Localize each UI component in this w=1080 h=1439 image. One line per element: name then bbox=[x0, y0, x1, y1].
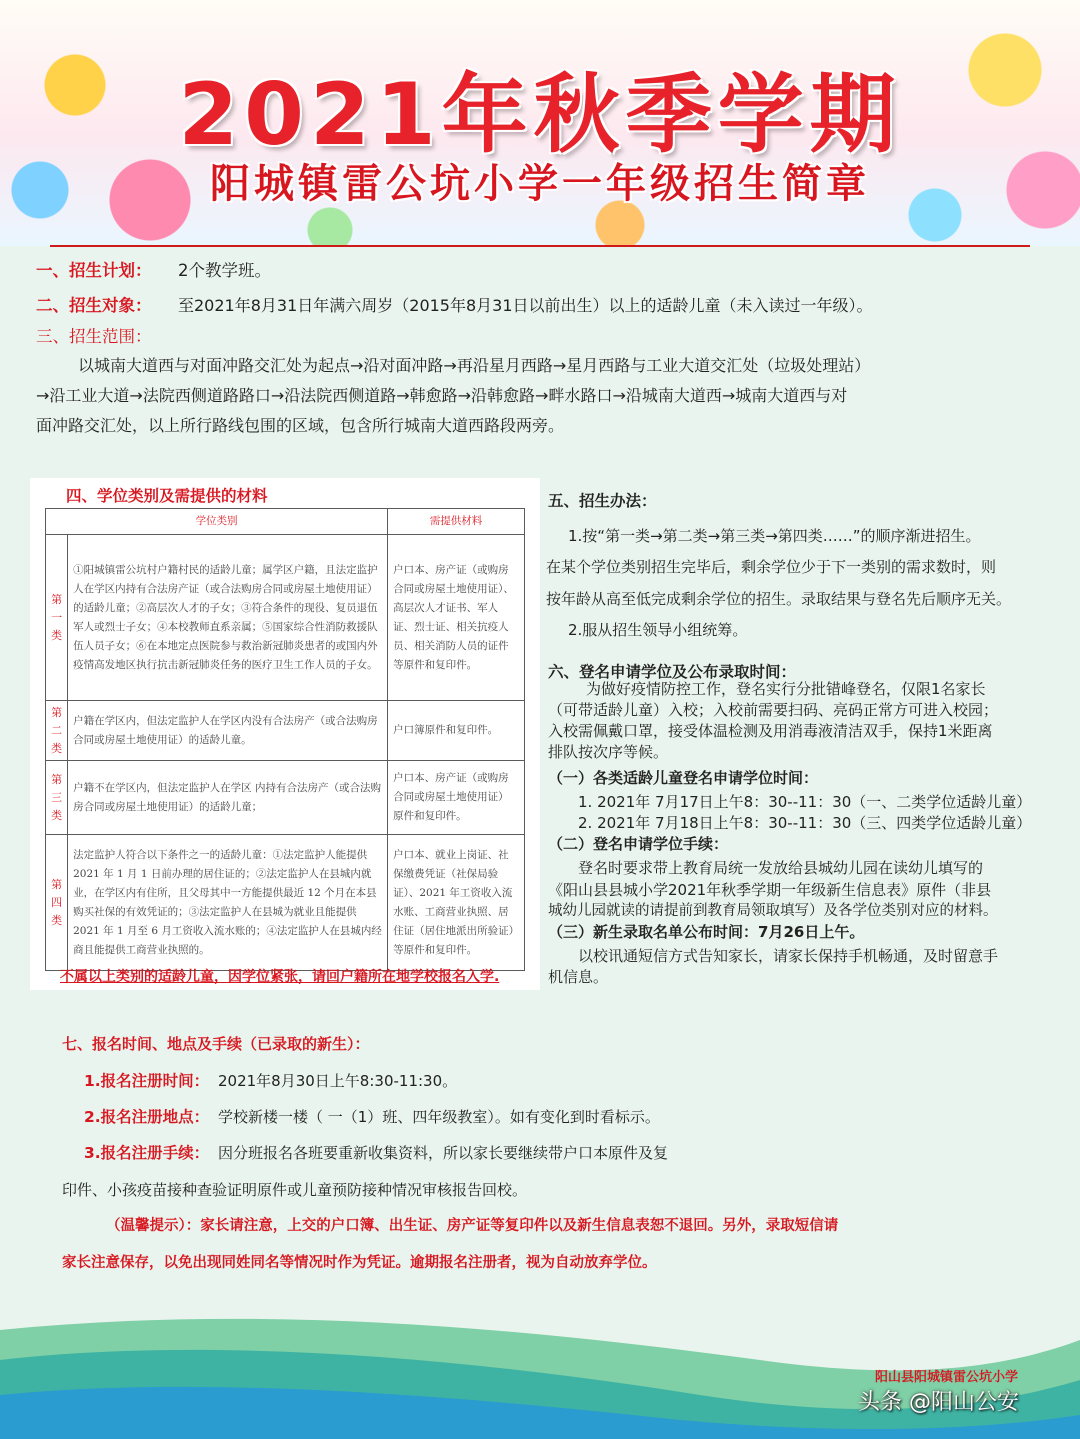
section-3-label: 三、招生范围： bbox=[36, 327, 152, 346]
section-7-procedure: 因分班报名各班要重新收集资料，所以家长要继续带户口本原件及复 bbox=[218, 1144, 669, 1162]
row-materials: 户口本、房产证（或购房合同或房屋土地使用证）、高层次人才证书、军人证、烈士证、相关抗疫人员、相关消防人员的证件等原件和复印件。 bbox=[388, 535, 525, 701]
table-row bbox=[46, 835, 525, 971]
table-header-row bbox=[46, 509, 525, 535]
section-6-time-1: 1. 2021年 7月17日上午8：30--11：30（一、二类学位适龄儿童） bbox=[578, 793, 1032, 811]
section-6-sub-3: （三）新生录取名单公布时间：7月26日上午。 bbox=[548, 923, 865, 941]
section-7-place: 学校新楼一楼（ 一（1）班、四年级教室）。如有变化到时看标示。 bbox=[218, 1108, 660, 1126]
section-7-time-label: 1.报名注册时间： bbox=[84, 1072, 210, 1090]
section-7-time: 2021年8月30日上午8:30-11:30。 bbox=[218, 1072, 458, 1090]
section-6-intro-2: （可带适龄儿童）入校；入校前需要扫码、亮码正常方可进入校园； bbox=[548, 701, 999, 719]
section-4-label: 四、学位类别及需提供的材料 bbox=[66, 487, 268, 505]
section-6-sub-1: （一）各类适龄儿童登名申请学位时间： bbox=[548, 769, 819, 787]
row-description: ①阳城镇雷公坑村户籍村民的适龄儿童；属学区户籍，且法定监护人在学区内持有合法房产证（或合法购房合同或房屋土地使用证）的适龄儿童；②高层次人才的子女；③符合条件的现役、复员退伍军人或烈士子女；④本校教师直系亲属；⑤国家综合性消防救援队伍人员子女；⑥在本地定点医院参与救治新冠肺炎患者的或国内外疫情高发地区执行抗击新冠肺炎任务的医疗卫生工作人员的子女。 bbox=[68, 535, 388, 701]
row-category: 第二类 bbox=[46, 701, 68, 761]
row-materials: 户口本、就业上岗证、社保缴费凭证（社保局验证）、2021 年工资收入流水账、工商营业执照、居住证（居住地派出所验证）等原件和复印件。 bbox=[388, 835, 525, 971]
row-materials: 户口簿原件和复印件。 bbox=[388, 701, 525, 761]
section-6-docs-2: 《阳山县县城小学2021年秋季学期一年级新生信息表》原件（非县 bbox=[548, 881, 992, 899]
page-subtitle: 阳城镇雷公坑小学一年级招生简章 bbox=[210, 161, 870, 207]
section-6-docs-1: 登名时要求带上教育局统一发放给县城幼儿园在读幼儿填写的 bbox=[578, 859, 984, 877]
row-description: 法定监护人符合以下条件之一的适龄儿童：①法定监护人能提供 2021 年 1 月 1 日前办理的居住证的；②法定监护人在县城内就业，在学区内有住所，且父母其中一方能提供最近 12 个月在本县购买社保的有效凭证的；③法定监护人在县城为就业且能提供 2021 年 1 月至 6 月工资收入流水账的；④法定监护人在县城内经商且能提供工商营业执照的。 bbox=[68, 835, 388, 971]
section-7-procedure-label: 3.报名注册手续： bbox=[84, 1144, 210, 1162]
section-6-docs-3: 城幼儿园就读的请提前到教育局领取填写）及各学位类别对应的材料。 bbox=[548, 903, 998, 919]
section-3-line-1: 以城南大道西与对面冲路交汇处为起点→沿对面冲路→再沿星月西路→星月西路与工业大道交汇处（垃圾处理站） bbox=[78, 356, 871, 375]
col-header-category: 学位类别 bbox=[46, 509, 388, 535]
section-5-item-1: 1.按“第一类→第二类→第三类→第四类……”的顺序渐进招生。 bbox=[568, 527, 981, 545]
section-3-line-2: →沿工业大道→法院西侧道路路口→沿法院西侧道路→韩愈路→沿韩愈路→畔水路口→沿城南大道西→城南大道西与对 bbox=[36, 386, 848, 405]
section-2-label: 二、招生对象： bbox=[36, 296, 152, 315]
section-6-intro-3: 入校需佩戴口罩，接受体温检测及用消毒液清洁双手，保持1米距离 bbox=[548, 722, 993, 740]
school-name-stamp: 阳山县阳城镇雷公坑小学 bbox=[875, 1370, 1019, 1385]
section-5-item-2: 2.服从招生领导小组统筹。 bbox=[568, 621, 748, 639]
col-header-materials: 需提供材料 bbox=[388, 509, 525, 535]
section-5-label: 五、招生办法： bbox=[548, 492, 657, 510]
section-6-notice-1: 以校讯通短信方式告知家长，请家长保持手机畅通，及时留意手 bbox=[578, 947, 999, 965]
section-7-procedure-cont: 印件、小孩疫苗接种查验证明原件或儿童预防接种情况审核报告回校。 bbox=[62, 1181, 528, 1199]
section-6-label: 六、登名申请学位及公布录取时间： bbox=[548, 663, 797, 681]
table-row bbox=[46, 535, 525, 701]
section-7-place-label: 2.报名注册地点： bbox=[84, 1108, 210, 1126]
materials-table bbox=[45, 508, 525, 971]
reminder-line-1: （温馨提示）：家长请注意，上交的户口簿、出生证、房产证等复印件以及新生信息表恕不退回。另外，录取短信请 bbox=[106, 1218, 839, 1234]
section-7-label: 七、报名时间、地点及手续（已录取的新生）： bbox=[62, 1035, 370, 1053]
table-row bbox=[46, 761, 525, 835]
section-6-sub-2: （二）登名申请学位手续： bbox=[548, 835, 729, 853]
row-category: 第三类 bbox=[46, 761, 68, 835]
table-row bbox=[46, 701, 525, 761]
row-description: 户籍不在学区内，但法定监护人在学区 内持有合法房产（或合法购房合同或房屋土地使用证）的适龄儿童； bbox=[68, 761, 388, 835]
row-materials: 户口本、房产证（或购房合同或房屋土地使用证）原件和复印件。 bbox=[388, 761, 525, 835]
section-5-item-1b: 在某个学位类别招生完毕后，剩余学位少于下一类别的需求数时，则 bbox=[546, 558, 997, 576]
section-3-line-3: 面冲路交汇处，以上所行路线包围的区域，包含所行城南大道西路段两旁。 bbox=[36, 416, 565, 435]
header-divider bbox=[50, 245, 1030, 247]
page-title: 2021年秋季学期 bbox=[178, 65, 902, 165]
section-5-item-1c: 按年龄从高至低完成剩余学位的招生。录取结果与登名先后顺序无关。 bbox=[546, 590, 1012, 608]
header-banner bbox=[0, 0, 1080, 246]
section-1-text: 2个教学班。 bbox=[178, 261, 271, 280]
section-6-intro-1: 为做好疫情防控工作，登名实行分批错峰登名，仅限1名家长 bbox=[586, 680, 986, 698]
row-category: 第四类 bbox=[46, 835, 68, 971]
reminder-line-2: 家长注意保存，以免出现同姓同名等情况时作为凭证。逾期报名注册者，视为自动放弃学位。 bbox=[62, 1255, 657, 1271]
section-6-intro-4: 排队按次序等候。 bbox=[548, 743, 669, 761]
section-6-notice-2: 机信息。 bbox=[548, 968, 609, 986]
section-2-text: 至2021年8月31日年满六周岁（2015年8月31日以前出生）以上的适龄儿童（未入读过一年级）。 bbox=[178, 296, 873, 315]
row-category: 第一类 bbox=[46, 535, 68, 701]
row-description: 户籍在学区内，但法定监护人在学区内没有合法房产（或合法购房合同或房屋土地使用证）的适龄儿童。 bbox=[68, 701, 388, 761]
toutiao-watermark: 头条 @阳山公安 bbox=[858, 1390, 1019, 1415]
section-1-label: 一、招生计划： bbox=[36, 261, 152, 280]
category-warning: 不属以上类别的适龄儿童，因学位紧张，请回户籍所在地学校报名入学. bbox=[60, 969, 500, 985]
section-6-time-2: 2. 2021年 7月18日上午8：30--11：30（三、四类学位适龄儿童） bbox=[578, 814, 1032, 832]
